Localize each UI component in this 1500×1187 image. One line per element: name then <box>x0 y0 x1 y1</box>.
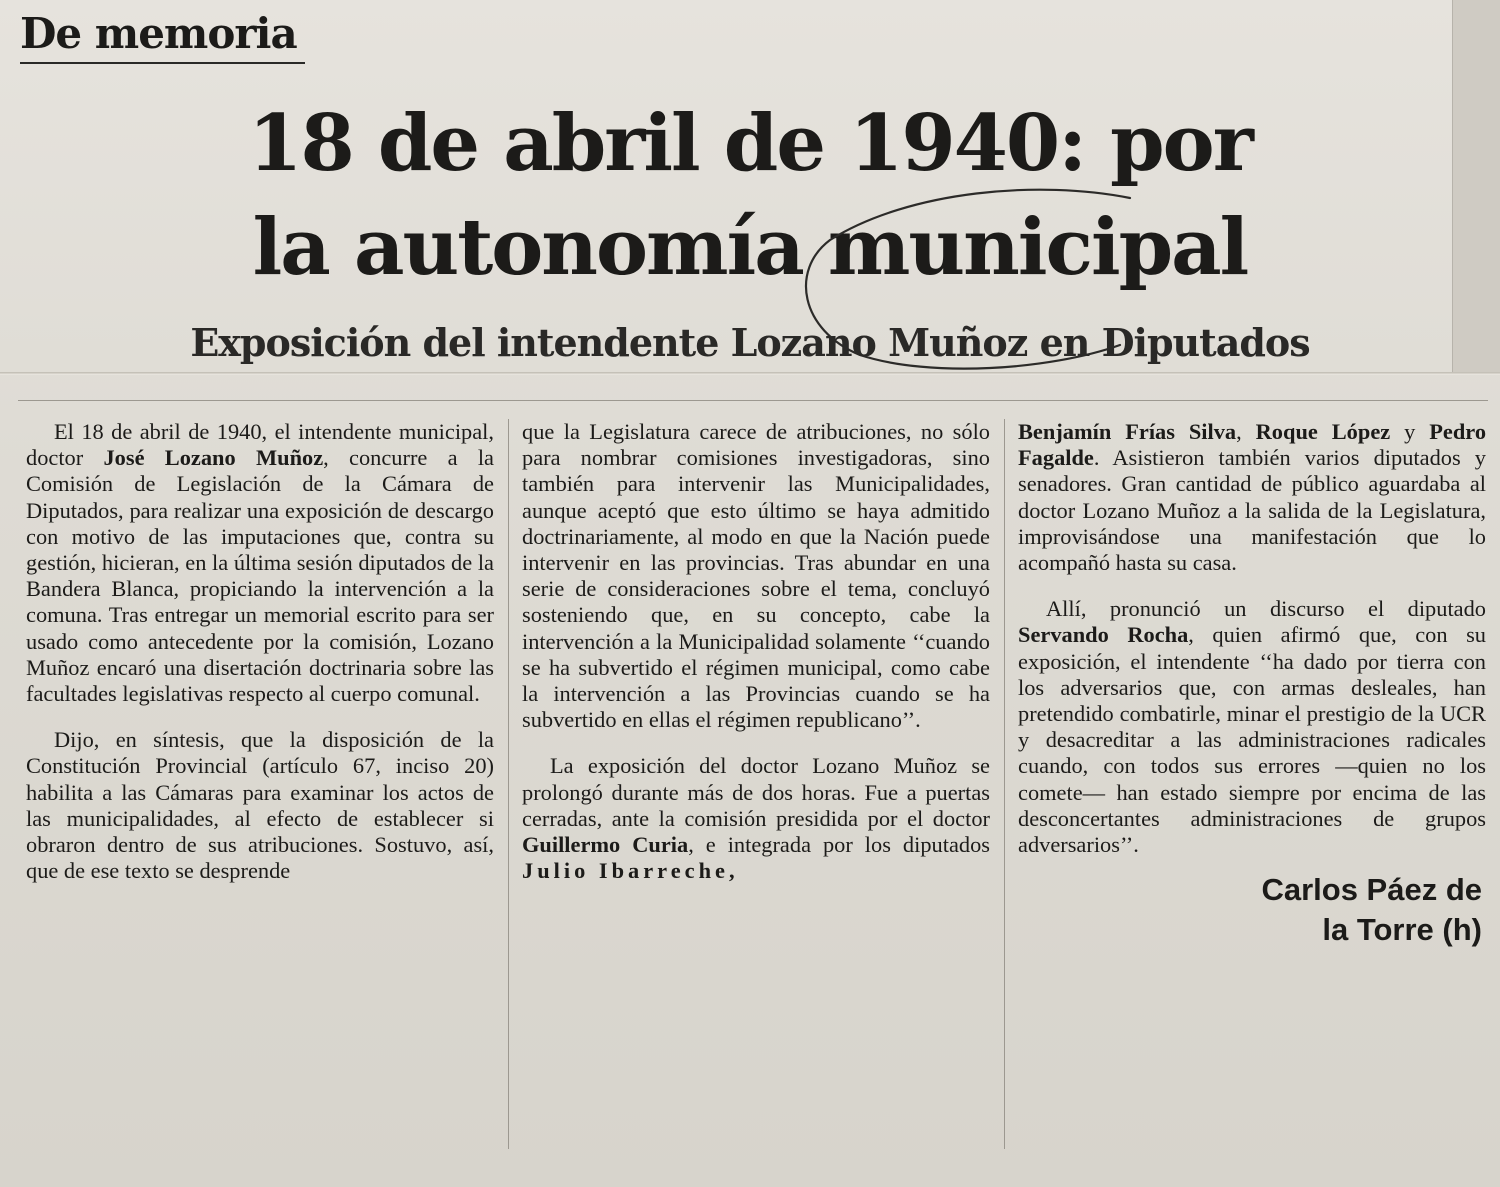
person-name: Benjamín Frías Silva <box>1018 419 1237 444</box>
headline-line-1: 18 de abril de 1940: por <box>248 98 1252 189</box>
paragraph <box>1018 419 1486 576</box>
column-rule <box>508 419 509 1149</box>
headline <box>150 92 1350 300</box>
clipping-edge <box>1452 0 1500 372</box>
byline-line-2: la Torre (h) <box>1322 912 1482 948</box>
byline-line-1: Carlos Páez de <box>1261 872 1482 908</box>
text-run: . Asistieron también varios diputados y senadores. Gran cantidad de público aguardaba al doctor Lozano Muñoz a la salida de la Legislatura, improvisándose una manifestación que lo acompañó hasta su casa. <box>1018 445 1486 576</box>
byline <box>1018 870 1486 950</box>
article-column-3 <box>1018 419 1486 950</box>
paragraph: que la Legislatura carece de atribuciones, no sólo para nombrar comisiones investigadoras, sino también para intervenir las Municipalidades, aunque aceptó que esto último se haya admitido doctrinariamente, al modo en que la Nación puede intervenir en las provincias. Tras abundar en una serie de consideraciones sobre el tema, concluyó sosteniendo que, en su concepto, cabe la intervención a la Municipalidad solamente ‘‘cuando se ha subvertido el régimen municipal, como cabe la intervención a las Provincias cuando se ha subvertido en ellas el régimen republicano’’. <box>522 419 990 733</box>
text-run: y <box>1390 419 1430 444</box>
column-rule <box>1004 419 1005 1149</box>
subheadline: Exposición del intendente Lozano Muñoz en Diputados <box>190 320 1310 365</box>
person-name: Pedro Fagalde <box>1018 419 1487 471</box>
person-name: Servando Rocha <box>1018 622 1189 648</box>
text-run: , e integrada por los diputados <box>688 832 990 858</box>
text-run: La exposición del doctor Lozano Muñoz se prolongó durante más de dos horas. Fue a puertas cerradas, ante la comisión presidida por el doctor <box>522 753 990 831</box>
paragraph <box>522 753 990 884</box>
headline-line-2: la autonomía municipal <box>252 202 1248 293</box>
text-run: Allí, pronunció un discurso el diputado <box>1046 596 1486 622</box>
person-name: José Lozano Muñoz <box>103 445 324 471</box>
article-column-1 <box>26 419 494 884</box>
text-run: , <box>1236 419 1256 444</box>
paragraph <box>26 419 494 707</box>
text-run: , concurre a la Comisión de Legislación de la Cámara de Diputados, para realizar una exposición de descargo con motivo de las imputaciones que, contra su gestión, hicieran, en la última sesión diputados de la Bandera Blanca, propiciando la intervención a la comuna. Tras entregar un memorial escrito para ser usado como antecedente por la comisión, Lozano Muñoz encaró una disertación doctrinaria sobre las facultades legislativas respecto al cuerpo comunal. <box>26 445 494 707</box>
section-title: De memoria <box>20 6 305 64</box>
article-body <box>18 400 1488 1161</box>
paragraph <box>1018 596 1486 858</box>
fold-line <box>0 372 1500 375</box>
person-name: Roque López <box>1255 419 1391 444</box>
text-run: , quien afirmó que, con su exposición, el intendente ‘‘ha dado por tierra con los adversarios que, con armas desleales, han pretendido combatirle, minar el prestigio de la UCR y desacreditar a las administraciones radicales cuando, con todos sus errores —quien no los comete— han estado siempre por encima de las desconcertantes administraciones de grupos adversarios’’. <box>1018 622 1486 858</box>
article-column-2 <box>522 419 990 884</box>
paragraph: Dijo, en síntesis, que la disposición de la Constitución Provincial (artículo 67, inciso 20) habilita a las Cámaras para examinar los actos de las municipalidades, al efecto de establecer si obraron dentro de sus atribuciones. Sostuvo, así, que de ese texto se desprende <box>26 727 494 884</box>
person-name: Julio Ibarreche, <box>522 858 739 884</box>
person-name: Guillermo Curia <box>522 832 689 858</box>
text-run: El 18 de abril de 1940, el intendente municipal, doctor <box>26 419 494 471</box>
